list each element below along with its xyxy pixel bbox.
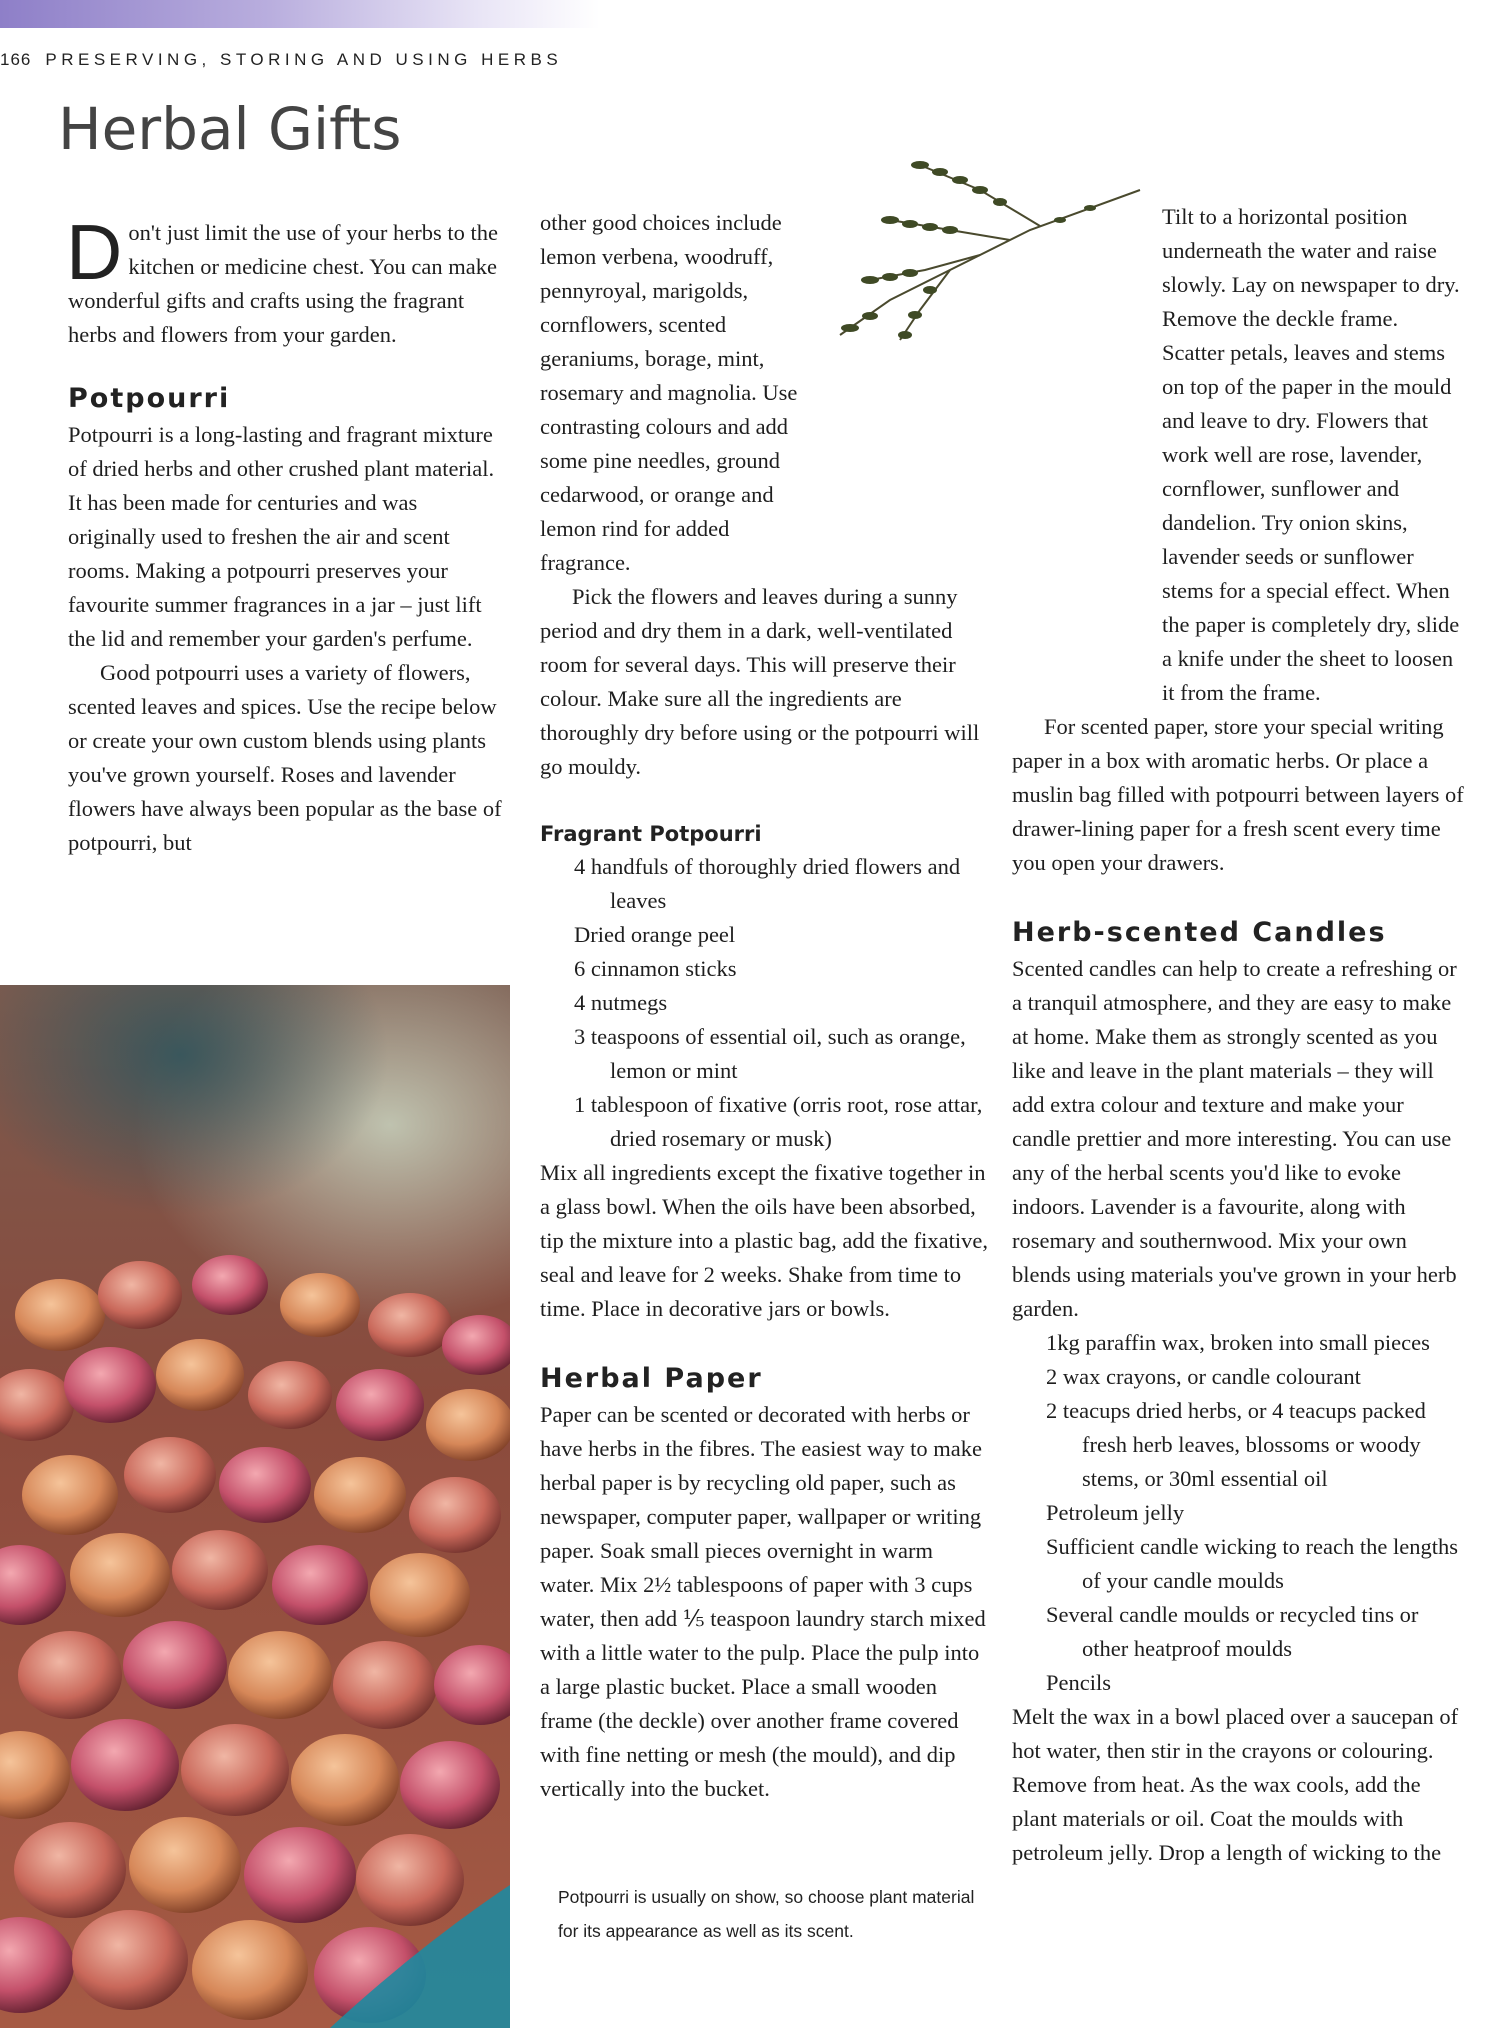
running-header (0, 50, 562, 74)
column-3 (1012, 200, 1464, 1870)
header-color-bar (0, 0, 600, 28)
intro-paragraph (66, 208, 508, 352)
column-2 (540, 206, 990, 1806)
ingredient-item: 3 teaspoons of essential oil, such as orange, lemon or mint (574, 1024, 966, 1083)
candle-materials-list (1012, 1326, 1464, 1700)
herbal-paper-heading: Herbal Paper (540, 1363, 763, 1394)
potpourri-paragraph-1: Potpourri is a long-lasting and fragrant mixture of dried herbs and other crushed plant material. It has been made for centuries and was originally used to freshen the air and scent rooms. Making a potpourri preserves your favourite summer fragrances in a jar – just lift the lid and remember your garden's perfume. (68, 422, 495, 651)
candles-heading: Herb-scented Candles (1012, 917, 1387, 948)
drop-cap: D (66, 208, 123, 296)
herbal-paper-paragraph-1-continued: Tilt to a horizontal position underneath the water and raise slowly. Lay on newspaper to dry. Remove the deckle frame. Scatter petals, leaves and stems on top of the paper in the mould and leave to dry. Flowers that work well are rose, lavender, cornflower, sunflower and dandelion. Try onion skins, lavender seeds or sunflower stems for a special effect. When the paper is completely dry, slide a knife under the sheet to loosen it from the frame. (1162, 204, 1460, 705)
ingredient-item: 4 handfuls of thoroughly dried flowers and leaves (574, 854, 961, 913)
candles-paragraph-1: Scented candles can help to create a refreshing or a tranquil atmosphere, and they are easy to make at home. Make them as strongly scented as you like and leave in the plant materials – they will add extra colour and texture and make your candle prettier and more interesting. You can use any of the herbal scents you'd like to evoke indoors. Lavender is a favourite, along with rosemary and southernwood. Mix your own blends using materials you've grown in your herb garden. (1012, 956, 1457, 1321)
ingredient-item: Dried orange peel (574, 922, 736, 947)
ingredient-item: 4 nutmegs (574, 990, 668, 1015)
herbal-paper-paragraph-1: Paper can be scented or decorated with herbs or have herbs in the fibres. The easiest way to make herbal paper is by recycling old paper, such as newspaper, computer paper, wallpaper or writing paper. Soak small pieces overnight in warm water. Mix 2½ tablespoons of paper with 3 cups water, then add ⅕ teaspoon laundry starch mixed with a little water to the pulp. Place the pulp into a large plastic bucket. Place a small wooden frame (the deckle) over another frame covered with fine netting or mesh (the mould), and dip vertically into the bucket. (540, 1402, 986, 1801)
material-item: Pencils (1046, 1670, 1111, 1695)
rosebud-cluster (0, 1255, 510, 2023)
material-item: Sufficient candle wicking to reach the lengths of your candle moulds (1046, 1534, 1458, 1593)
material-item: Petroleum jelly (1046, 1500, 1185, 1525)
ingredient-item: 6 cinnamon sticks (574, 956, 737, 981)
ingredient-item: 1 tablespoon of fixative (orris root, rose attar, dried rosemary or musk) (574, 1092, 983, 1151)
page-title: Herbal Gifts (58, 95, 402, 163)
potpourri-paragraph-2: Good potpourri uses a variety of flowers, scented leaves and spices. Use the recipe below or create your own custom blends using plants you've grown yourself. Roses and lavender flowers have always been popular as the base of potpourri, but (68, 660, 502, 855)
page-number: 166 (0, 50, 32, 69)
fragrant-potpourri-ingredients (540, 850, 990, 1156)
fragrant-potpourri-title: Fragrant Potpourri (540, 822, 762, 846)
herbal-paper-paragraph-2: For scented paper, store your special writing paper in a box with aromatic herbs. Or place a muslin bag filled with potpourri between layers of drawer-lining paper for a fresh scent every time you open your drawers. (1012, 714, 1464, 875)
intro-text: on't just limit the use of your herbs to the kitchen or medicine chest. You can make wonderful gifts and crafts using the fragrant herbs and flowers from your garden. (68, 220, 498, 347)
material-item: 2 teacups dried herbs, or 4 teacups packed fresh herb leaves, blossoms or woody stems, or 30ml essential oil (1046, 1398, 1426, 1491)
photo-caption: Potpourri is usually on show, so choose plant material for its appearance as well as its scent. (558, 1887, 975, 1941)
fragrant-potpourri-method: Mix all ingredients except the fixative together in a glass bowl. When the oils have been absorbed, tip the mixture into a plastic bag, add the fixative, seal and leave for 2 weeks. Shake from time to time. Place in decorative jars or bowls. (540, 1160, 989, 1321)
section-title: PRESERVING, STORING AND USING HERBS (45, 50, 563, 69)
material-item: 1kg paraffin wax, broken into small pieces (1046, 1330, 1430, 1355)
potpourri-paragraph-2-continued: other good choices include lemon verbena, woodruff, pennyroyal, marigolds, cornflowers, scented geraniums, borage, mint, rosemary and magnolia. Use contrasting colours and add some pine needles, ground cedarwood, or orange and lemon rind for added fragrance. (540, 210, 798, 575)
column-1 (66, 208, 508, 860)
material-item: 2 wax crayons, or candle colourant (1046, 1364, 1361, 1389)
potpourri-heading: Potpourri (68, 383, 231, 414)
candles-method: Melt the wax in a bowl placed over a saucepan of hot water, then stir in the crayons or colouring. Remove from heat. As the wax cools, add the plant materials or oil. Coat the moulds with petroleum jelly. Drop a length of wicking to the (1012, 1704, 1459, 1865)
potpourri-paragraph-3: Pick the flowers and leaves during a sunny period and dry them in a dark, well-ventilated room for several days. This will preserve their colour. Make sure all the ingredients are thoroughly dry before using or the potpourri will go mouldy. (540, 584, 980, 779)
rosebuds-image (0, 985, 510, 2028)
dried-rosebuds-photo (0, 985, 510, 2028)
material-item: Several candle moulds or recycled tins or other heatproof moulds (1046, 1602, 1419, 1661)
